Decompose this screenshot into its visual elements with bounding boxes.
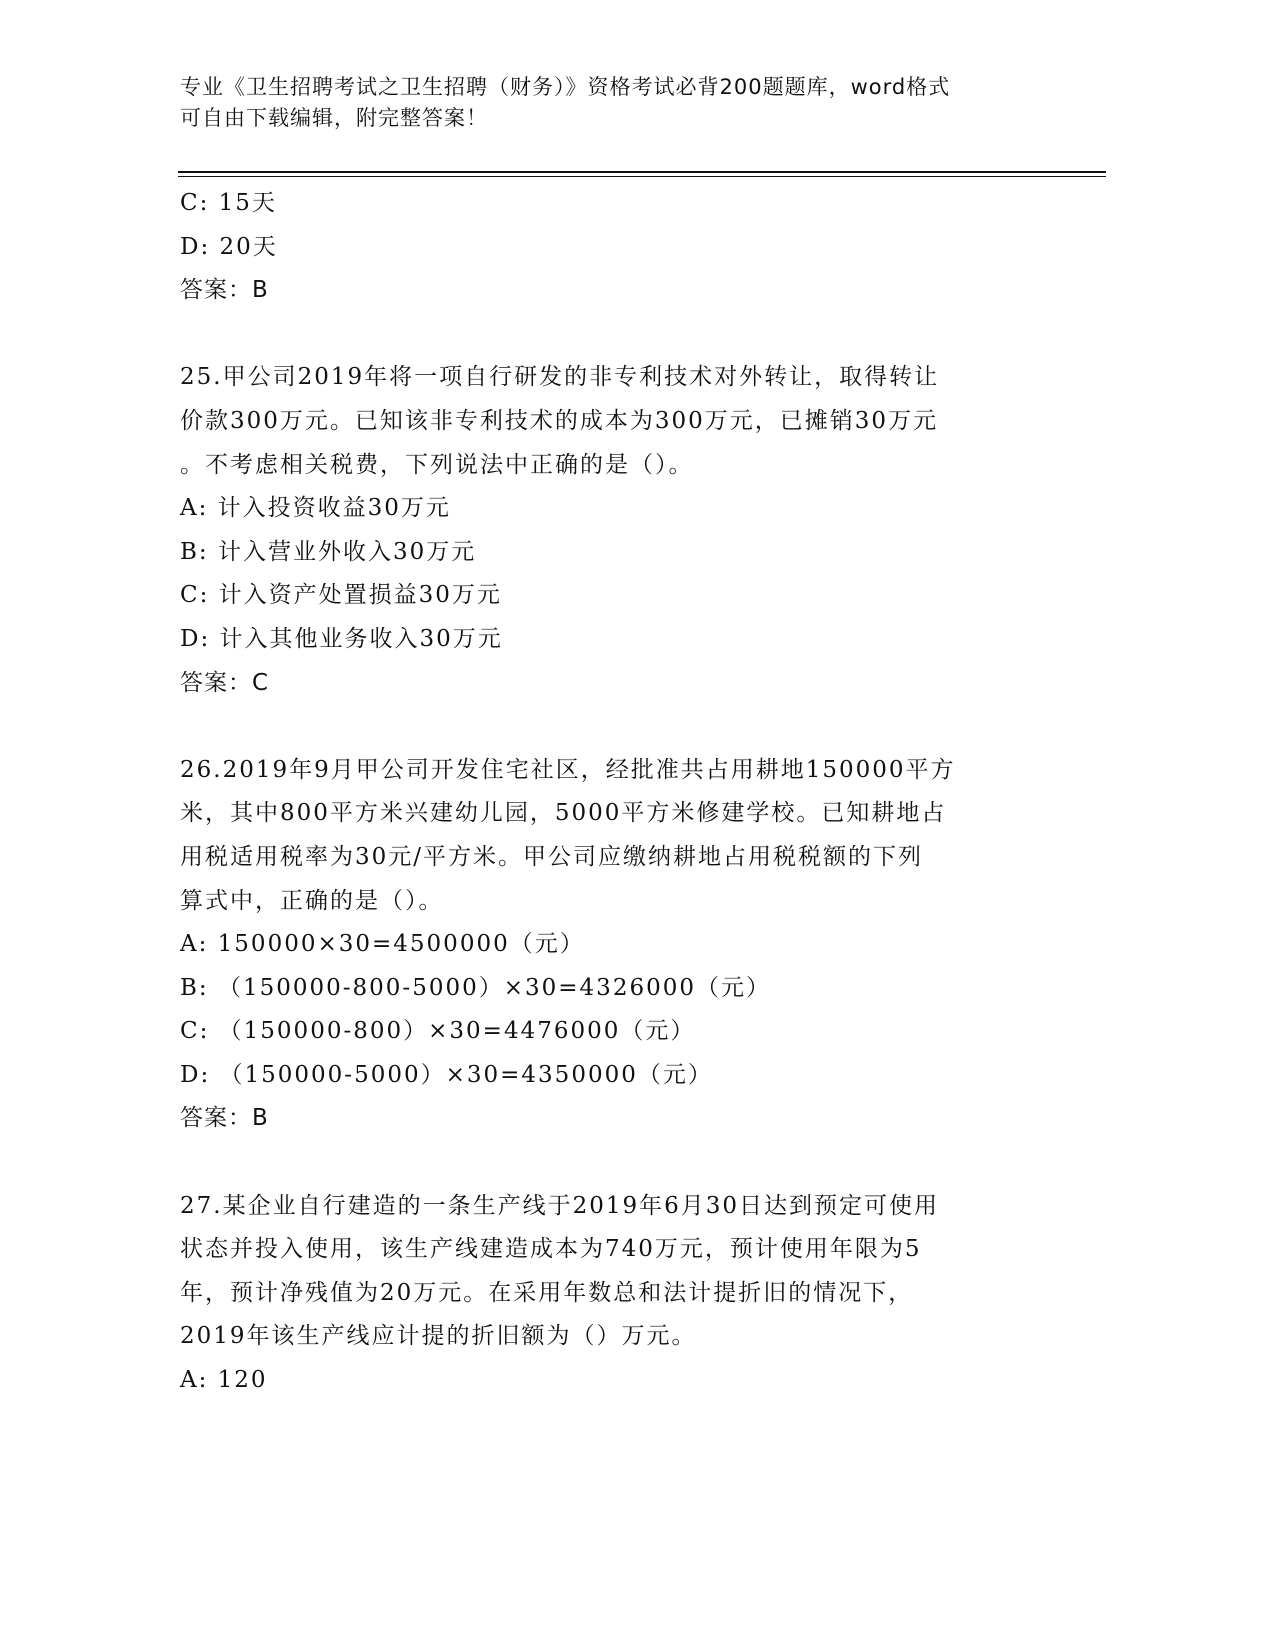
- question-stem-line: 米，其中800平方米兴建幼儿园，5000平方米修建学校。已知耕地占: [180, 800, 947, 827]
- option-b: B: （150000-800-5000）×30=4326000（元）: [180, 974, 771, 1001]
- question-stem-line: 算式中，正确的是（）。: [180, 887, 444, 914]
- question-stem-line: 25.甲公司2019年将一项自行研发的非专利技术对外转让，取得转让: [180, 364, 940, 391]
- header-rule-thick: [178, 171, 1106, 173]
- header-rule-thin: [178, 176, 1106, 177]
- option-b: B: 计入营业外收入30万元: [180, 538, 477, 565]
- question-26: [180, 749, 1040, 1141]
- question-stem-line: 价款300万元。已知该非专利技术的成本为300万元，已摊销30万元: [180, 407, 939, 434]
- question-stem-line: 用税适用税率为30元/平方米。甲公司应缴纳耕地占用税税额的下列: [180, 843, 924, 870]
- option-c: C: （150000-800）×30=4476000（元）: [180, 1018, 696, 1045]
- question-stem-line: 。不考虑相关税费，下列说法中正确的是（）。: [180, 451, 694, 478]
- option-d: D: （150000-5000）×30=4350000（元）: [180, 1061, 713, 1088]
- option-d: D: 20天: [180, 233, 278, 260]
- spacer: [180, 1141, 1040, 1185]
- spacer: [180, 705, 1040, 749]
- spacer: [180, 313, 1040, 357]
- option-c: C: 计入资产处置损益30万元: [180, 582, 502, 609]
- header-line: 可自由下载编辑，附完整答案！: [180, 106, 488, 130]
- answer-line: 答案：B: [180, 1105, 269, 1132]
- option-c: C: 15天: [180, 190, 277, 216]
- question-stem-line: 状态并投入使用，该生产线建造成本为740万元，预计使用年限为5: [180, 1236, 922, 1263]
- header-line: 专业《卫生招聘考试之卫生招聘（财务）》资格考试必背200题题库，word格式: [180, 75, 951, 99]
- option-a: A: 150000×30=4500000（元）: [180, 931, 585, 958]
- question-stem-line: 2019年该生产线应计提的折旧额为（）万元。: [180, 1323, 697, 1350]
- option-a: A: 计入投资收益30万元: [180, 495, 451, 522]
- page-header: [180, 72, 1050, 134]
- question-stem-line: 27.某企业自行建造的一条生产线于2019年6月30日达到预定可使用: [180, 1192, 940, 1219]
- option-a: A: 120: [180, 1367, 268, 1394]
- answer-line: 答案：B: [180, 277, 269, 304]
- question-25: [180, 356, 1040, 705]
- question-27: [180, 1185, 1040, 1403]
- question-content: [180, 182, 1040, 1403]
- question-stem-line: 26.2019年9月甲公司开发住宅社区，经批准共占用耕地150000平方: [180, 756, 956, 783]
- answer-line: 答案：C: [180, 669, 270, 696]
- option-d: D: 计入其他业务收入30万元: [180, 625, 503, 652]
- question-stem-line: 年，预计净残值为20万元。在采用年数总和法计提折旧的情况下，: [180, 1279, 914, 1306]
- prev-question-tail: [180, 182, 1040, 313]
